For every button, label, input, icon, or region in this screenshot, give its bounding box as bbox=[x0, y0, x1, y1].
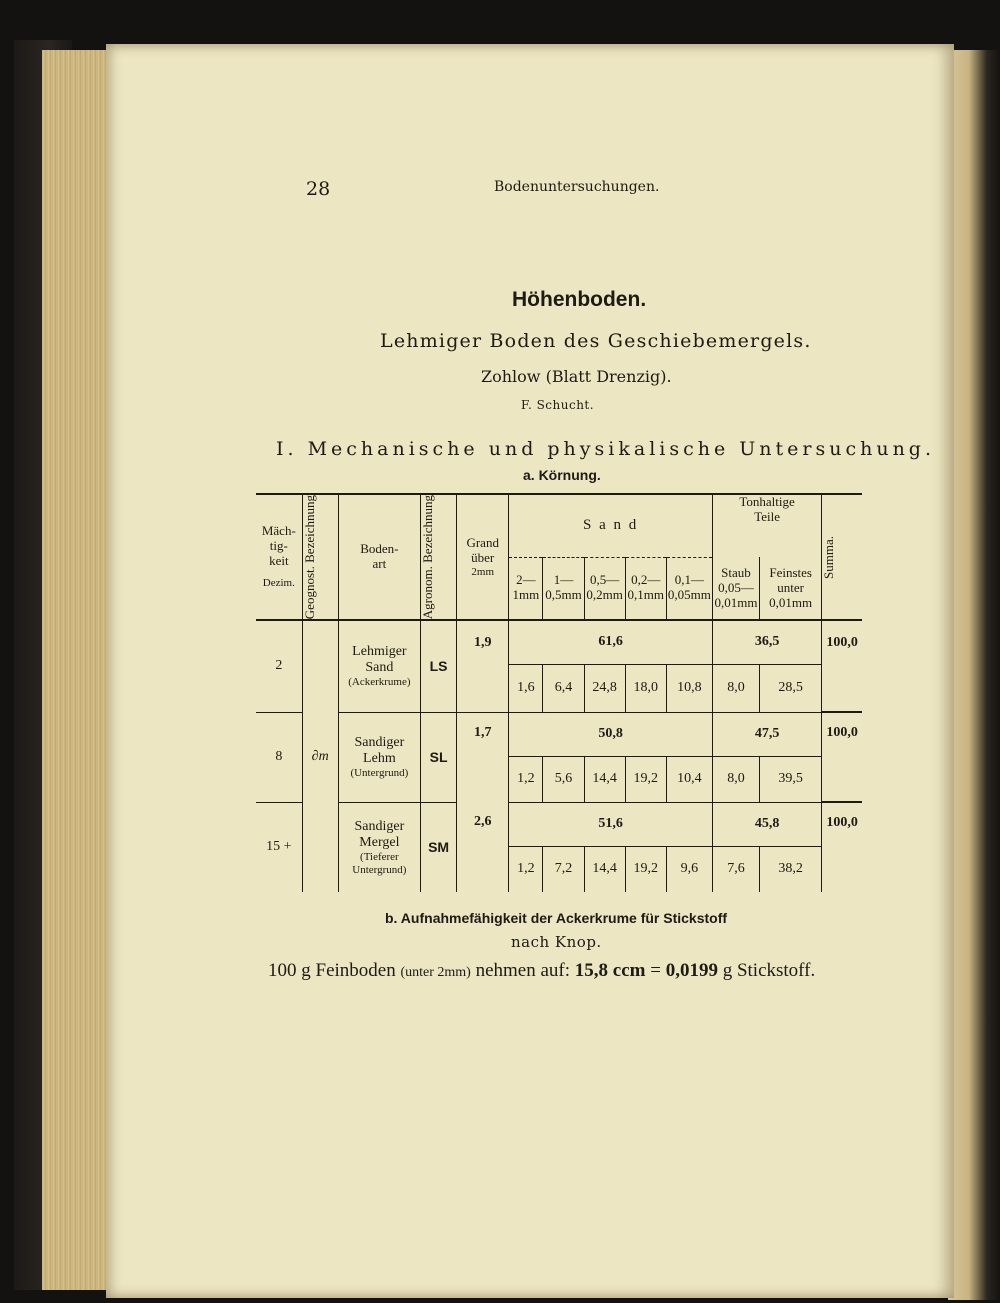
row3-summa: 100,0 bbox=[826, 815, 858, 831]
header-sand-01-005: 0,1— 0,05mm bbox=[666, 557, 712, 620]
row2-sand-02-01: 19,2 bbox=[625, 756, 666, 802]
row2-sand-1-05: 5,6 bbox=[543, 756, 584, 802]
header-staub-2: 0,05— bbox=[718, 579, 754, 595]
row3-sand-01-005: 9,6 bbox=[666, 846, 712, 892]
row3-agronom: SM bbox=[421, 802, 457, 892]
grain-size-table bbox=[256, 493, 862, 892]
row2-depth: 8 bbox=[256, 712, 302, 802]
row1-bodenart-1: Lehmiger bbox=[352, 644, 407, 660]
running-head: Bodenuntersuchungen. bbox=[494, 179, 660, 195]
subsection-b: b. Aufnahmefähigkeit der Ackerkrume für Stickstoff bbox=[385, 910, 728, 926]
row1-feinstes: 28,5 bbox=[760, 664, 822, 712]
row3-sand-02-01: 19,2 bbox=[625, 846, 666, 892]
result-verb: nehmen auf: bbox=[475, 960, 571, 981]
row3-bodenart-note: (Tieferer Untergrund) bbox=[352, 850, 407, 876]
header-bodenart-2: art bbox=[372, 556, 387, 572]
row1-ton-total: 36,5 bbox=[712, 620, 821, 664]
header-staub-3: 0,01mm bbox=[714, 594, 758, 610]
header-sand-05-02: 0,5— 0,2mm bbox=[584, 557, 625, 620]
location: Zohlow (Blatt Drenzig). bbox=[481, 367, 672, 386]
row1-bodenart-2: Sand bbox=[365, 660, 394, 676]
row1-sand-total: 61,6 bbox=[509, 620, 713, 664]
header-feinstes-2: unter bbox=[777, 579, 805, 595]
row3-bodenart-2: Mergel bbox=[359, 834, 400, 850]
row3-sand-1-05: 7,2 bbox=[543, 846, 584, 892]
row3-sand-2-1: 1,2 bbox=[509, 846, 543, 892]
row2-sand-2-1: 1,2 bbox=[509, 756, 543, 802]
row2-summa: 100,0 bbox=[822, 712, 862, 802]
row2-staub: 8,0 bbox=[712, 756, 759, 802]
row1-sand-02-01: 18,0 bbox=[625, 664, 666, 712]
header-agronom: Agronom. Bezeichnung bbox=[420, 495, 436, 620]
row3-grand: 2,6 bbox=[457, 802, 509, 892]
result-ccm: 15,8 ccm bbox=[574, 960, 646, 981]
header-unit: Dezim. bbox=[262, 577, 295, 590]
row3-sand-total: 51,6 bbox=[509, 802, 713, 846]
row1-summa: 100,0 bbox=[822, 620, 862, 712]
subtitle: Lehmiger Boden des Geschiebemergels. bbox=[380, 330, 812, 352]
row1-bodenart-note: (Ackerkrume) bbox=[348, 676, 411, 689]
page-number: 28 bbox=[306, 178, 331, 200]
header-feinstes-1: Feinstes bbox=[769, 564, 812, 580]
row1-grand: 1,9 bbox=[457, 620, 509, 712]
row2-feinstes: 39,5 bbox=[760, 756, 822, 802]
header-maechtigkeit-1: Mäch- bbox=[261, 523, 296, 539]
subsection-a: a. Körnung. bbox=[523, 467, 601, 483]
result-lead: 100 g Feinboden bbox=[268, 960, 396, 981]
header-staub-1: Staub bbox=[721, 564, 751, 580]
result-eq: = bbox=[650, 960, 661, 981]
row3-depth: 15 + bbox=[256, 802, 302, 892]
row1-sand-2-1: 1,6 bbox=[509, 664, 543, 712]
geognost-symbol: ∂m bbox=[302, 620, 338, 892]
row3-staub: 7,6 bbox=[712, 846, 759, 892]
row2-bodenart-2: Lehm bbox=[363, 750, 396, 766]
row3-bodenart-1: Sandiger bbox=[354, 818, 405, 834]
result-line bbox=[268, 960, 815, 982]
header-sand-1-05: 1— 0,5mm bbox=[543, 557, 584, 620]
row2-sand-total: 50,8 bbox=[509, 712, 713, 756]
header-feinstes-3: 0,01mm bbox=[769, 594, 813, 610]
row1-sand-05-02: 24,8 bbox=[584, 664, 625, 712]
row2-sand-05-02: 14,4 bbox=[584, 756, 625, 802]
header-maechtigkeit-2: tig- bbox=[269, 538, 288, 554]
header-grand-2: über bbox=[471, 549, 495, 565]
section-heading: I. Mechanische und physikalische Untersuchung. bbox=[276, 438, 936, 460]
row2-grand: 1,7 bbox=[457, 712, 509, 802]
facing-page bbox=[948, 50, 1000, 1300]
row1-agronom: LS bbox=[421, 620, 457, 712]
row1-depth: 2 bbox=[256, 620, 302, 712]
result-unit: g Stickstoff. bbox=[722, 960, 816, 981]
header-sand-2-1: 2— 1mm bbox=[509, 557, 543, 620]
header-grand-1: Grand bbox=[466, 534, 499, 550]
row2-sand-01-005: 10,4 bbox=[666, 756, 712, 802]
row2-bodenart-note: (Untergrund) bbox=[350, 766, 409, 779]
row2-agronom: SL bbox=[421, 712, 457, 802]
row2-ton-total: 47,5 bbox=[712, 712, 821, 756]
header-bodenart-1: Boden- bbox=[360, 541, 399, 557]
author: F. Schucht. bbox=[521, 398, 595, 412]
result-grams: 0,0199 bbox=[665, 960, 718, 981]
subsection-b-method: nach Knop. bbox=[511, 933, 602, 951]
row3-sand-05-02: 14,4 bbox=[584, 846, 625, 892]
row2-bodenart-1: Sandiger bbox=[354, 734, 405, 750]
result-paren: (unter 2mm) bbox=[400, 965, 471, 980]
header-sand: S a n d bbox=[509, 494, 713, 557]
page-title: Höhenboden. bbox=[512, 288, 647, 311]
header-tonhaltige-2: Teile bbox=[754, 508, 780, 524]
header-sand-02-01: 0,2— 0,1mm bbox=[625, 557, 666, 620]
header-grand-3: 2mm bbox=[471, 565, 495, 578]
header-summa: Summa. bbox=[821, 535, 837, 579]
header-tonhaltige-1: Tonhaltige bbox=[739, 494, 795, 509]
row1-sand-01-005: 10,8 bbox=[666, 664, 712, 712]
row3-feinstes: 38,2 bbox=[760, 846, 822, 892]
row3-ton-total: 45,8 bbox=[712, 802, 821, 846]
header-maechtigkeit-3: keit bbox=[269, 553, 289, 569]
row1-staub: 8,0 bbox=[712, 664, 759, 712]
row1-sand-1-05: 6,4 bbox=[543, 664, 584, 712]
header-geognost: Geognost. Bezeichnung bbox=[301, 495, 317, 620]
